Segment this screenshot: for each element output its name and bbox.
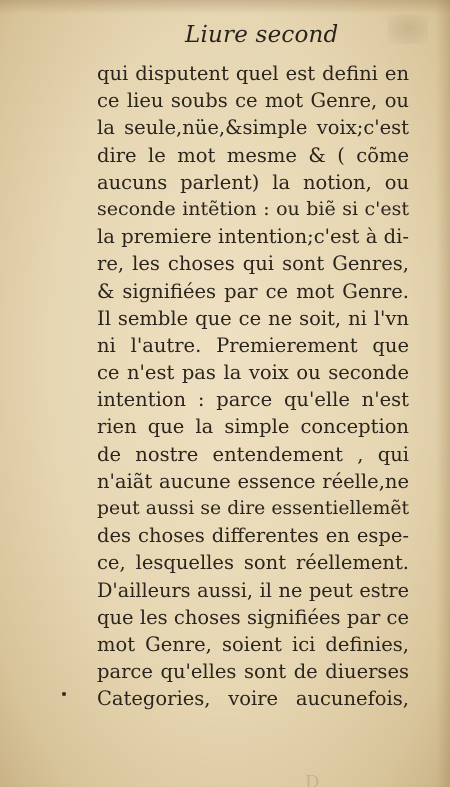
body-text: [97, 60, 409, 713]
text-line: parce qu'elles sont de diuerses: [97, 660, 409, 684]
text-line: que les choses signifiées par ce: [97, 605, 409, 629]
text-line: ce n'est pas la voix ou seconde: [97, 361, 409, 385]
text-line: dire le mot mesme & ( cõme: [97, 143, 409, 167]
text-line: Categories, voire aucunefois,: [97, 687, 409, 711]
margin-dot: [62, 692, 66, 696]
text-line: des choses differentes en espe-: [97, 524, 409, 548]
text-line: intention : parce qu'elle n'est: [97, 388, 409, 412]
text-line: Il semble que ce ne soit, ni l'vn: [97, 306, 409, 330]
text-line: rien que la simple conception: [97, 415, 409, 439]
text-line: la premiere intention;c'est à di-: [97, 225, 409, 249]
text-line: aucuns parlent) la notion, ou: [97, 170, 409, 194]
running-header: Liure second: [185, 22, 339, 48]
text-line: ce lieu soubs ce mot Genre, ou: [97, 89, 409, 113]
text-line: qui disputent quel est defini en: [97, 62, 409, 85]
text-line: seconde intẽtion : ou biẽ si c'est: [97, 197, 409, 220]
page-top-shadow: [0, 0, 450, 14]
text-line: D'ailleurs aussi, il ne peut estre: [97, 578, 409, 602]
page-right-shadow: [436, 0, 450, 787]
text-line: ni l'autre. Premierement que: [97, 333, 409, 357]
ink-bleed-spot: [388, 14, 428, 44]
text-line: la seule,nüe,&simple voix;c'est: [97, 116, 409, 140]
text-line: n'aiãt aucune essence réelle,ne: [97, 469, 409, 493]
text-line: mot Genre, soient ici definies,: [97, 632, 409, 656]
text-line: peut aussi se dire essentiellemẽt: [97, 498, 409, 519]
show-through-letter: D: [305, 772, 320, 787]
text-line: & signifiées par ce mot Genre.: [97, 279, 409, 303]
text-line: de nostre entendement , qui: [97, 442, 409, 466]
text-line: re, les choses qui sont Genres,: [97, 252, 409, 276]
text-line: ce, lesquelles sont réellement.: [97, 551, 409, 575]
